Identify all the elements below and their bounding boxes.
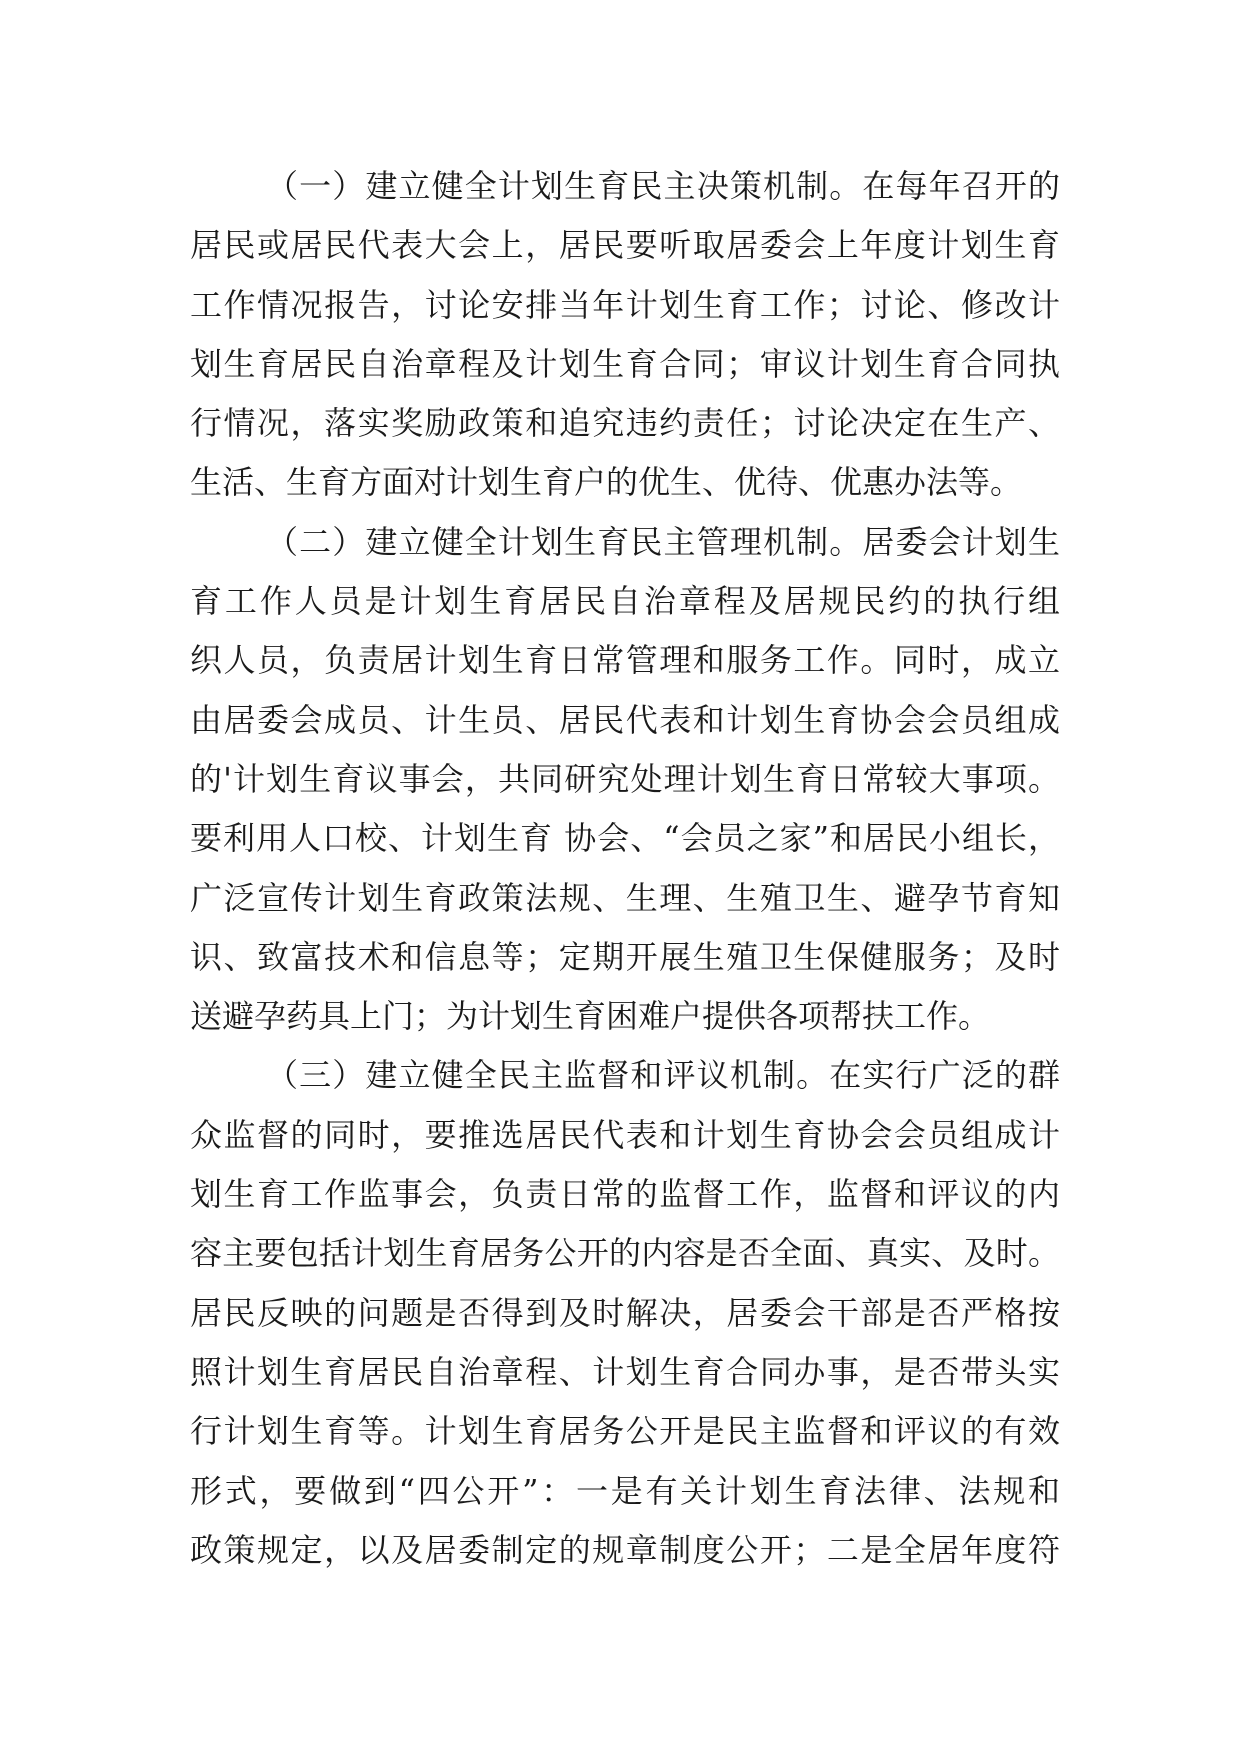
paragraph-3-line-2: 众监督的同时，要推选居民代表和计划生育协会会员组成计 [190, 1115, 1060, 1154]
paragraph-3-line-6: 照计划生育居民自治章程、计划生育合同办事，是否带头实 [190, 1352, 1060, 1391]
paragraph-2-line-2: 育工作人员是计划生育居民自治章程及居规民约的执行组 [190, 582, 1060, 621]
paragraph-1-line-4: 划生育居民自治章程及计划生育合同；审议计划生育合同执 [190, 344, 1060, 383]
paragraph-1-line-2: 居民或居民代表大会上，居民要听取居委会上年度计划生育 [190, 226, 1060, 265]
paragraph-3-line-9: 政策规定，以及居委制定的规章制度公开；二是全居年度符 [190, 1530, 1060, 1569]
paragraph-2-line-9: 送避孕药具上门；为计划生育困难户提供各项帮扶工作。 [190, 997, 991, 1036]
paragraph-2-line-4: 由居委会成员、计生员、居民代表和计划生育协会会员组成 [190, 700, 1060, 739]
paragraph-2-line-5: 的'计划生育议事会，共同研究处理计划生育日常较大事项。 [190, 759, 1060, 798]
paragraph-3-line-1: （三）建立健全民主监督和评议机制。在实行广泛的群 [266, 1056, 1060, 1095]
paragraph-3-line-3: 划生育工作监事会，负责日常的监督工作，监督和评议的内 [190, 1175, 1060, 1214]
paragraph-1-line-3: 工作情况报告，讨论安排当年计划生育工作；讨论、修改计 [190, 285, 1060, 324]
paragraph-3-line-8: 形式，要做到“四公开”：一是有关计划生育法律、法规和 [190, 1471, 1060, 1510]
paragraph-1-line-1: （一）建立健全计划生育民主决策机制。在每年召开的 [266, 167, 1060, 205]
paragraph-2-line-3: 织人员，负责居计划生育日常管理和服务工作。同时，成立 [190, 641, 1060, 680]
paragraph-3-line-4: 容主要包括计划生育居务公开的内容是否全面、真实、及时。 [190, 1234, 1060, 1273]
paragraph-2-line-8: 识、致富技术和信息等；定期开展生殖卫生保健服务；及时 [190, 937, 1060, 976]
paragraph-1-line-5: 行情况，落实奖励政策和追究违约责任；讨论决定在生产、 [190, 404, 1060, 443]
paragraph-1-line-6: 生活、生育方面对计划生育户的优生、优待、优惠办法等。 [190, 463, 1023, 502]
paragraph-2-line-6: 要利用人口校、计划生育 协会、“会员之家”和居民小组长， [190, 819, 1060, 858]
paragraph-3-line-7: 行计划生育等。计划生育居务公开是民主监督和评议的有效 [190, 1412, 1060, 1451]
paragraph-2-line-1: （二）建立健全计划生育民主管理机制。居委会计划生 [266, 522, 1060, 561]
paragraph-2-line-7: 广泛宣传计划生育政策法规、生理、生殖卫生、避孕节育知 [190, 878, 1060, 917]
document-body [190, 157, 1060, 1580]
paragraph-3-line-5: 居民反映的问题是否得到及时解决，居委会干部是否严格按 [190, 1293, 1060, 1332]
